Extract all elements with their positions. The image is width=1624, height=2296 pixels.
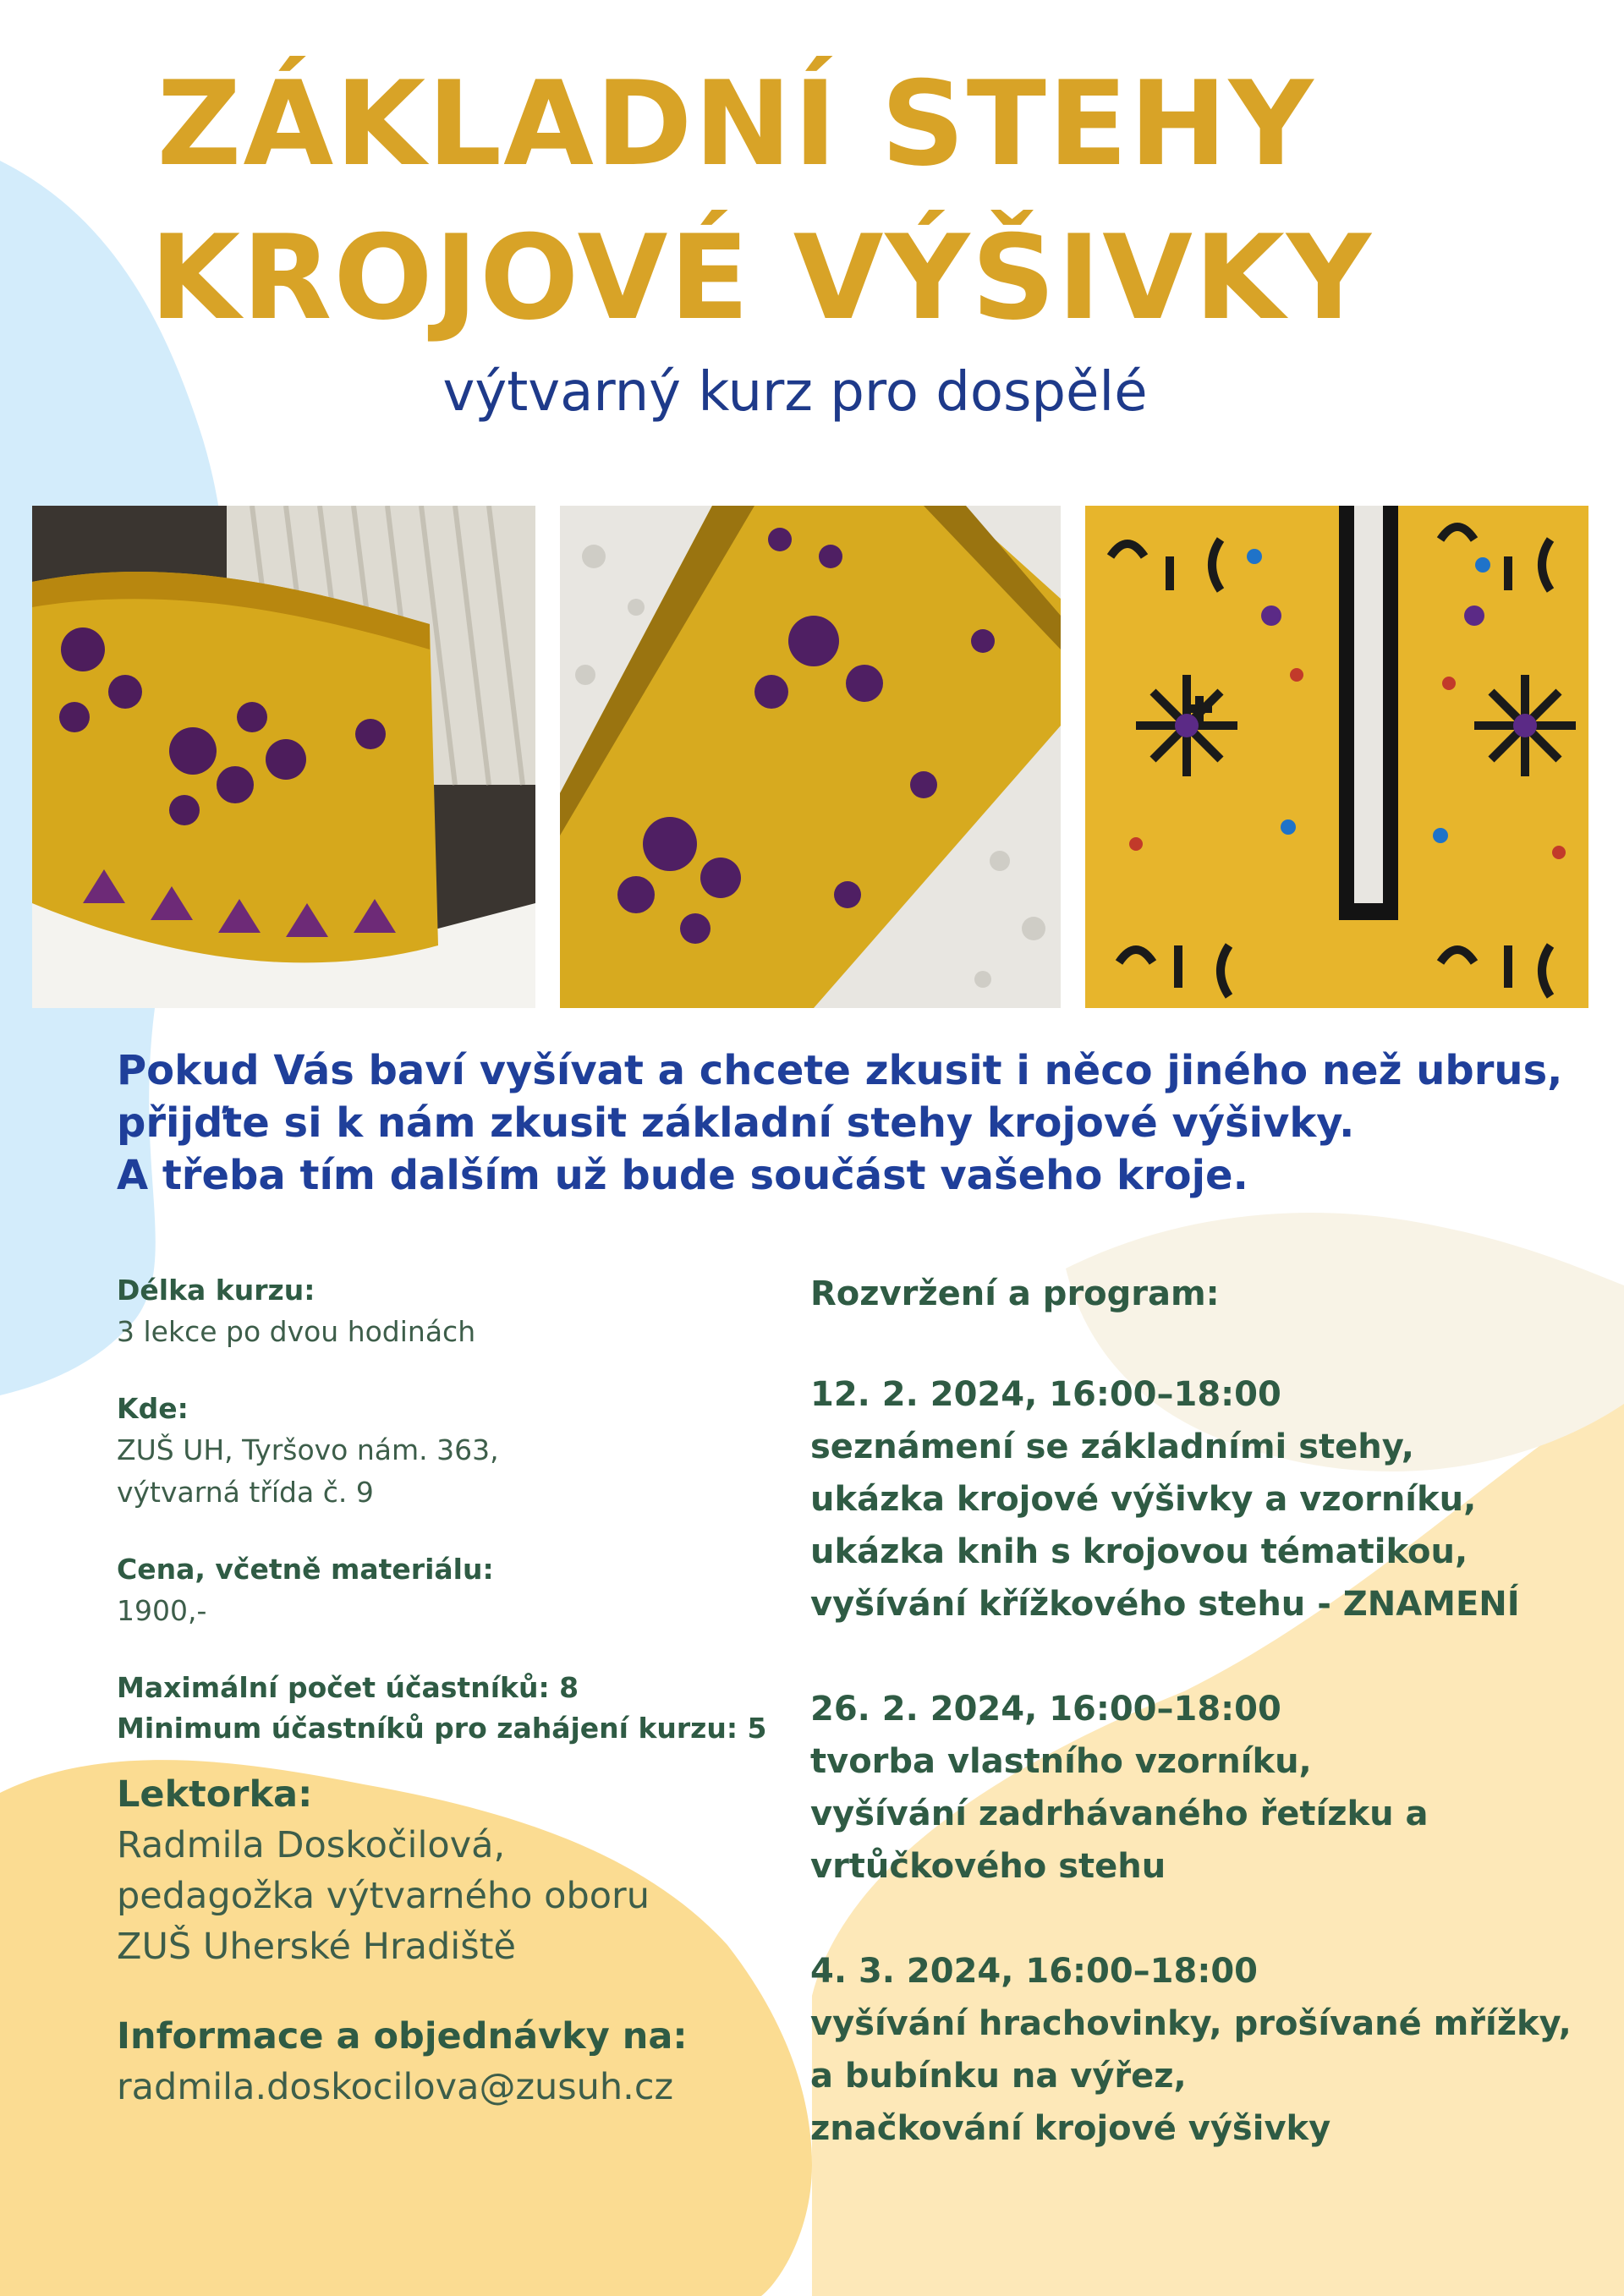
sleeve-embroidery-icon — [32, 506, 535, 1008]
session-1-line-1: seznámení se základními stehy, — [810, 1427, 1414, 1466]
course-length-label: Délka kurzu: — [117, 1274, 315, 1307]
course-price-label: Cena, včetně materiálu: — [117, 1553, 494, 1586]
course-price — [117, 1549, 810, 1632]
program-heading: Rozvržení a program: — [810, 1274, 1220, 1313]
photo-sleeve-embroidery — [32, 506, 535, 1008]
course-details — [117, 1270, 810, 2112]
session-1-line-3: ukázka knih s krojovou tématikou, — [810, 1532, 1468, 1571]
session-1-line-4: vyšívání křížkového stehu - ZNAMENÍ — [810, 1585, 1520, 1624]
session-1 — [810, 1368, 1597, 1630]
photo-vest-embroidery — [1085, 506, 1588, 1008]
lecturer-label: Lektorka: — [117, 1773, 313, 1816]
intro-line-1: Pokud Vás baví vyšívat a chcete zkusit i něco jiného než ubrus, — [117, 1047, 1563, 1094]
course-length-value: 3 lekce po dvou hodinách — [117, 1315, 476, 1348]
min-participants: Minimum účastníků pro zahájení kurzu: 5 — [117, 1712, 767, 1745]
intro-line-2: přijďte si k nám zkusit základní stehy krojové výšivky. — [117, 1099, 1355, 1147]
course-location-line-1: ZUŠ UH, Tyršovo nám. 363, — [117, 1433, 499, 1466]
session-2-line-1: tvorba vlastního vzorníku, — [810, 1742, 1312, 1781]
course-location-label: Kde: — [117, 1392, 189, 1425]
lecturer — [117, 1769, 810, 1972]
session-3-date: 4. 3. 2024, 16:00–18:00 — [810, 1952, 1259, 1991]
session-1-date: 12. 2. 2024, 16:00–18:00 — [810, 1375, 1281, 1414]
lecturer-name: Radmila Doskočilová, — [117, 1824, 506, 1866]
session-3-line-2: a bubínku na výřez, — [810, 2057, 1187, 2096]
ribbon-embroidery-icon — [560, 506, 1061, 1008]
page-title-line-1: ZÁKLADNÍ STEHY — [156, 56, 1315, 192]
lecturer-school: ZUŠ Uherské Hradiště — [117, 1926, 516, 1968]
session-1-line-2: ukázka krojové výšivky a vzorníku, — [810, 1480, 1477, 1519]
course-location-line-2: výtvarná třída č. 9 — [117, 1476, 374, 1509]
session-2-line-3: vrtůčkového stehu — [810, 1847, 1166, 1886]
course-capacity — [117, 1668, 810, 1749]
session-3-line-1: vyšívání hrachovinky, prošívané mřížky, — [810, 2004, 1572, 2043]
session-2-date: 26. 2. 2024, 16:00–18:00 — [810, 1690, 1281, 1729]
intro-text — [117, 1044, 1572, 1202]
session-3 — [810, 1945, 1597, 2155]
session-2-line-2: vyšívání zadrhávaného řetízku a — [810, 1795, 1429, 1833]
intro-line-3: A třeba tím dalším už bude součást vašeho kroje. — [117, 1152, 1248, 1199]
max-participants: Maximální počet účastníků: 8 — [117, 1671, 579, 1704]
vest-embroidery-icon — [1085, 506, 1588, 1008]
session-2 — [810, 1683, 1597, 1893]
page-subtitle: výtvarný kurz pro dospělé — [442, 361, 1148, 424]
lecturer-role: pedagožka výtvarného oboru — [117, 1875, 650, 1917]
course-length — [117, 1270, 810, 1353]
contact-email[interactable]: radmila.doskocilova@zusuh.cz — [117, 2066, 674, 2108]
contact-label: Informace a objednávky na: — [117, 2015, 688, 2058]
photo-ribbon-embroidery — [560, 506, 1061, 1008]
course-price-value: 1900,- — [117, 1594, 207, 1627]
program-schedule — [810, 1270, 1597, 2207]
page-title-line-2: KROJOVÉ VÝŠIVKY — [150, 210, 1373, 346]
session-3-line-3: značkování krojové výšivky — [810, 2109, 1331, 2148]
contact — [117, 2011, 810, 2112]
course-location — [117, 1389, 810, 1514]
